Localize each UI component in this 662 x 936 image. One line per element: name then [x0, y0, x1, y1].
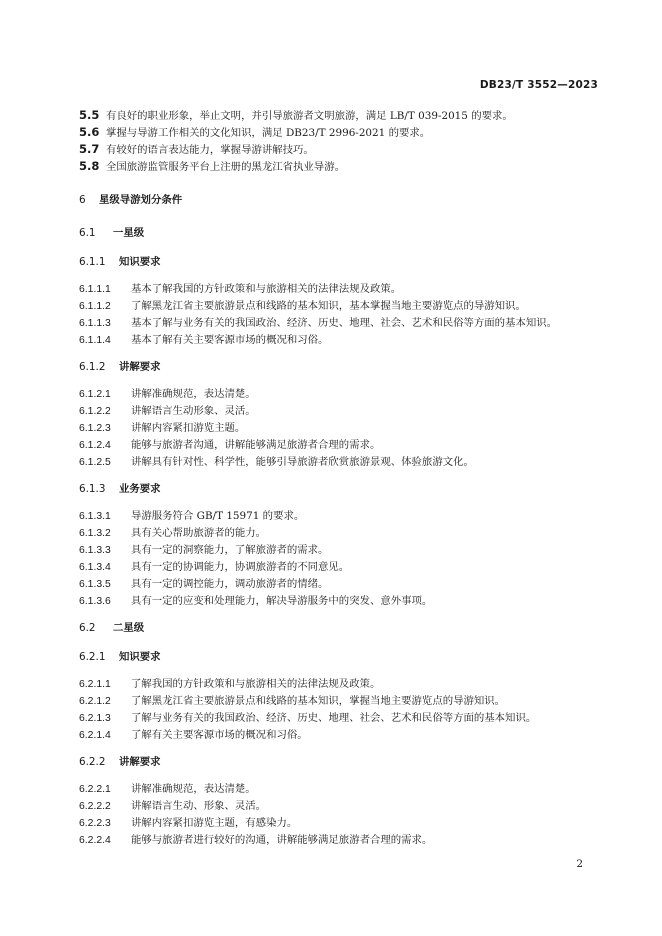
section-6-1-3-heading: 6.1.3 业务要求	[79, 483, 161, 495]
clause-6-2-2-3: 6.2.2.3 讲解内容紧扣游览主题，有感染力。	[79, 817, 298, 829]
section-6-2-2-heading: 6.2.2 讲解要求	[79, 756, 161, 768]
clause-6-1-3-5: 6.1.3.5 具有一定的调控能力，调动旅游者的情绪。	[79, 578, 329, 590]
clause-5-7: 5.7 有较好的语言表达能力，掌握导游讲解技巧。	[79, 142, 314, 156]
clause-6-2-1-4: 6.2.1.4 了解有关主要客源市场的概况和习俗。	[79, 729, 308, 741]
clause-6-2-2-2: 6.2.2.2 讲解语言生动、形象、灵活。	[79, 800, 267, 812]
section-6-1-2-heading: 6.1.2 讲解要求	[79, 361, 161, 373]
page-number: 2	[576, 858, 583, 870]
clause-5-5: 5.5 有良好的职业形象，举止文明，并引导旅游者文明旅游，满足 LB/T 039-2015 的要求。	[79, 108, 513, 122]
page-body	[79, 107, 619, 849]
section-5-items	[79, 107, 619, 175]
clause-6-1-3-4: 6.1.3.4 具有一定的协调能力，协调旅游者的不同意见。	[79, 561, 350, 573]
clause-6-2-2-4: 6.2.2.4 能够与旅游者进行较好的沟通，讲解能够满足旅游者合理的需求。	[79, 834, 433, 846]
clause-6-1-3-6: 6.1.3.6 具有一定的应变和处理能力，解决导游服务中的突发、意外事项。	[79, 595, 433, 607]
document-code: DB23/T 3552—2023	[479, 79, 598, 91]
clause-6-2-1-3: 6.2.1.3 了解与业务有关的我国政治、经济、历史、地理、社会、艺术和民俗等方面的基本知识。	[79, 712, 537, 724]
clause-6-1-1-3: 6.1.1.3 基本了解与业务有关的我国政治、经济、历史、地理、社会、艺术和民俗等方面的基本知识。	[79, 317, 558, 329]
clause-6-1-2-4: 6.1.2.4 能够与旅游者沟通，讲解能够满足旅游者合理的需求。	[79, 439, 381, 451]
section-6-1-1-heading: 6.1.1 知识要求	[79, 256, 161, 268]
clause-6-2-2-1: 6.2.2.1 讲解准确规范，表达清楚。	[79, 783, 256, 795]
clause-6-1-1-4: 6.1.1.4 基本了解有关主要客源市场的概况和习俗。	[79, 334, 329, 346]
clause-6-2-1-2: 6.2.1.2 了解黑龙江省主要旅游景点和线路的基本知识，掌握当地主要游览点的导游知识。	[79, 695, 506, 707]
clause-5-6: 5.6 掌握与导游工作相关的文化知识，满足 DB23/T 2996-2021 的要求。	[79, 125, 431, 139]
section-6-2-1-heading: 6.2.1 知识要求	[79, 651, 161, 663]
clause-6-1-2-5: 6.1.2.5 讲解具有针对性、科学性，能够引导旅游者欣赏旅游景观、体验旅游文化。	[79, 456, 474, 468]
clause-6-1-1-2: 6.1.1.2 了解黑龙江省主要旅游景点和线路的基本知识，基本掌握当地主要游览点的导游知识。	[79, 300, 526, 312]
clause-6-1-2-2: 6.1.2.2 讲解语言生动形象、灵活。	[79, 405, 256, 417]
section-6-2-heading: 6.2 二星级	[79, 622, 145, 634]
clause-6-1-3-3: 6.1.3.3 具有一定的洞察能力，了解旅游者的需求。	[79, 544, 329, 556]
clause-5-8: 5.8 全国旅游监管服务平台上注册的黑龙江省执业导游。	[79, 159, 345, 173]
section-6-1-heading: 6.1 一星级	[79, 227, 145, 239]
clause-6-1-1-1: 6.1.1.1 基本了解我国的方针政策和与旅游相关的法律法规及政策。	[79, 283, 402, 295]
clause-6-1-2-1: 6.1.2.1 讲解准确规范，表达清楚。	[79, 388, 256, 400]
clause-6-1-3-2: 6.1.3.2 具有关心帮助旅游者的能力。	[79, 527, 267, 539]
clause-6-2-1-1: 6.2.1.1 了解我国的方针政策和与旅游相关的法律法规及政策。	[79, 678, 381, 690]
clause-6-1-3-1: 6.1.3.1 导游服务符合 GB/T 15971 的要求。	[79, 510, 305, 522]
clause-6-1-2-3: 6.1.2.3 讲解内容紧扣游览主题。	[79, 422, 246, 434]
section-6-heading: 6 星级导游划分条件	[79, 194, 183, 206]
